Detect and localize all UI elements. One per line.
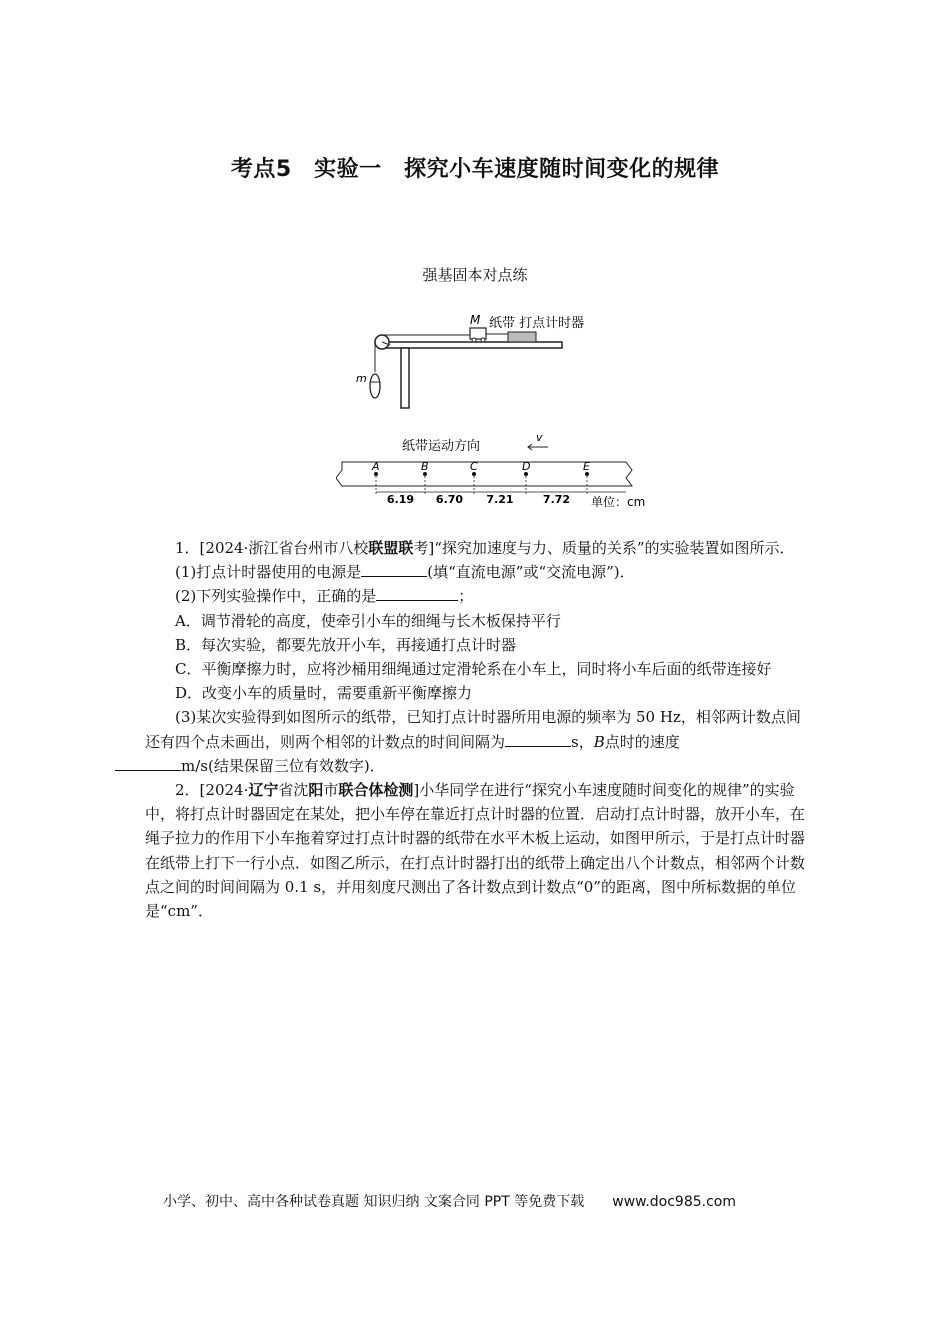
q1-part1: (1)打点计时器使用的电源是 (填“直流电源”或“交流电源”)．	[145, 560, 807, 584]
cart	[470, 328, 486, 339]
answer-blank[interactable]	[361, 560, 427, 577]
label-tape-timer: 纸带 打点计时器	[489, 316, 585, 331]
velocity-label: v	[536, 431, 543, 444]
page-footer	[163, 1191, 736, 1211]
option-b: B．每次实验，都要先放开小车，再接通打点计时器	[175, 635, 517, 654]
label-m: m	[356, 372, 367, 385]
q1-stem: 1．[2024·浙江省台州市八校联盟联考]“探究加速度与力、质量的关系”的实验装置如图所示．	[175, 539, 795, 557]
apparatus-figure	[352, 310, 612, 414]
tape-figure	[336, 428, 646, 510]
tape-distance: 6.19	[386, 493, 415, 506]
tape-point-label: C	[470, 460, 478, 473]
q2-source: [2024·辽宁省沈阳市联合体检测]	[199, 781, 420, 800]
tape-point-label: A	[372, 460, 380, 473]
option-a: A．调节滑轮的高度，使牵引小车的细绳与长木板保持平行	[175, 611, 561, 630]
tape-distance: 7.21	[486, 493, 514, 506]
label-M: M	[470, 313, 481, 327]
q1-number: 1．	[175, 539, 200, 557]
answer-blank[interactable]	[115, 754, 181, 771]
hanging-bucket	[370, 374, 380, 398]
option-d: D．改变小车的质量时，需要重新平衡摩擦力	[175, 684, 473, 703]
timer	[508, 332, 536, 342]
q2-stem: 2．[2024·辽宁省沈阳市联合体检测]小华同学在进行“探究小车速度随时间变化的规律”的实验中，将打点计时器固定在某处，把小车停在靠近打点计时器的位置．启动打点计时器，放开小车，在绳子拉力的作用下小车拖着穿过打点计时器的纸带在水平木板上运动，如图甲所示，于是打点计时器在纸带上打下一行小点．如图乙所示，在打点计时器打出的纸带上确定出八个计数点，相邻两个计数点之间的时间间隔为 0.1 s，并用刻度尺测出了各计数点到计数点“0”的距离，图中所标数据的单位是“cm”．	[145, 781, 806, 921]
unit-label: 单位：cm	[591, 495, 646, 509]
tape-point-label: D	[522, 460, 531, 473]
answer-blank[interactable]	[505, 730, 571, 747]
answer-blank[interactable]	[376, 584, 458, 601]
question-body	[145, 536, 807, 923]
option-c: C．平衡摩擦力时，应将沙桶用细绳通过定滑轮系在小车上，同时将小车后面的纸带连接好	[175, 660, 772, 679]
tape-direction-label: 纸带运动方向	[402, 439, 481, 454]
tape-point-label: E	[583, 460, 590, 473]
footer-text: 小学、初中、高中各种试卷真题 知识归纳 文案合同 PPT 等免费下载	[163, 1194, 585, 1210]
tape-distance: 6.70	[435, 493, 464, 506]
section-subtitle: 强基固本对点练	[422, 266, 528, 284]
q1-part3: (3)某次实验得到如图所示的纸带，已知打点计时器所用电源的频率为 50 Hz，相邻两计数点间还有四个点未画出，则两个相邻的计数点的时间间隔为 s，B点时的速度 m/s(结果保留三位有效数字)．	[145, 705, 807, 778]
footer-url[interactable]: www.doc985.com	[612, 1194, 736, 1210]
tape-point-label: B	[421, 460, 429, 473]
q1-part2: (2)下列实验操作中，正确的是 ；	[145, 584, 807, 608]
board	[386, 342, 562, 348]
tape-distance: 7.72	[542, 493, 571, 506]
table-leg	[401, 348, 409, 408]
page-title: 考点5 实验一 探究小车速度随时间变化的规律	[230, 157, 720, 182]
q1-source: [2024·浙江省台州市八校联盟联考]	[199, 539, 435, 557]
